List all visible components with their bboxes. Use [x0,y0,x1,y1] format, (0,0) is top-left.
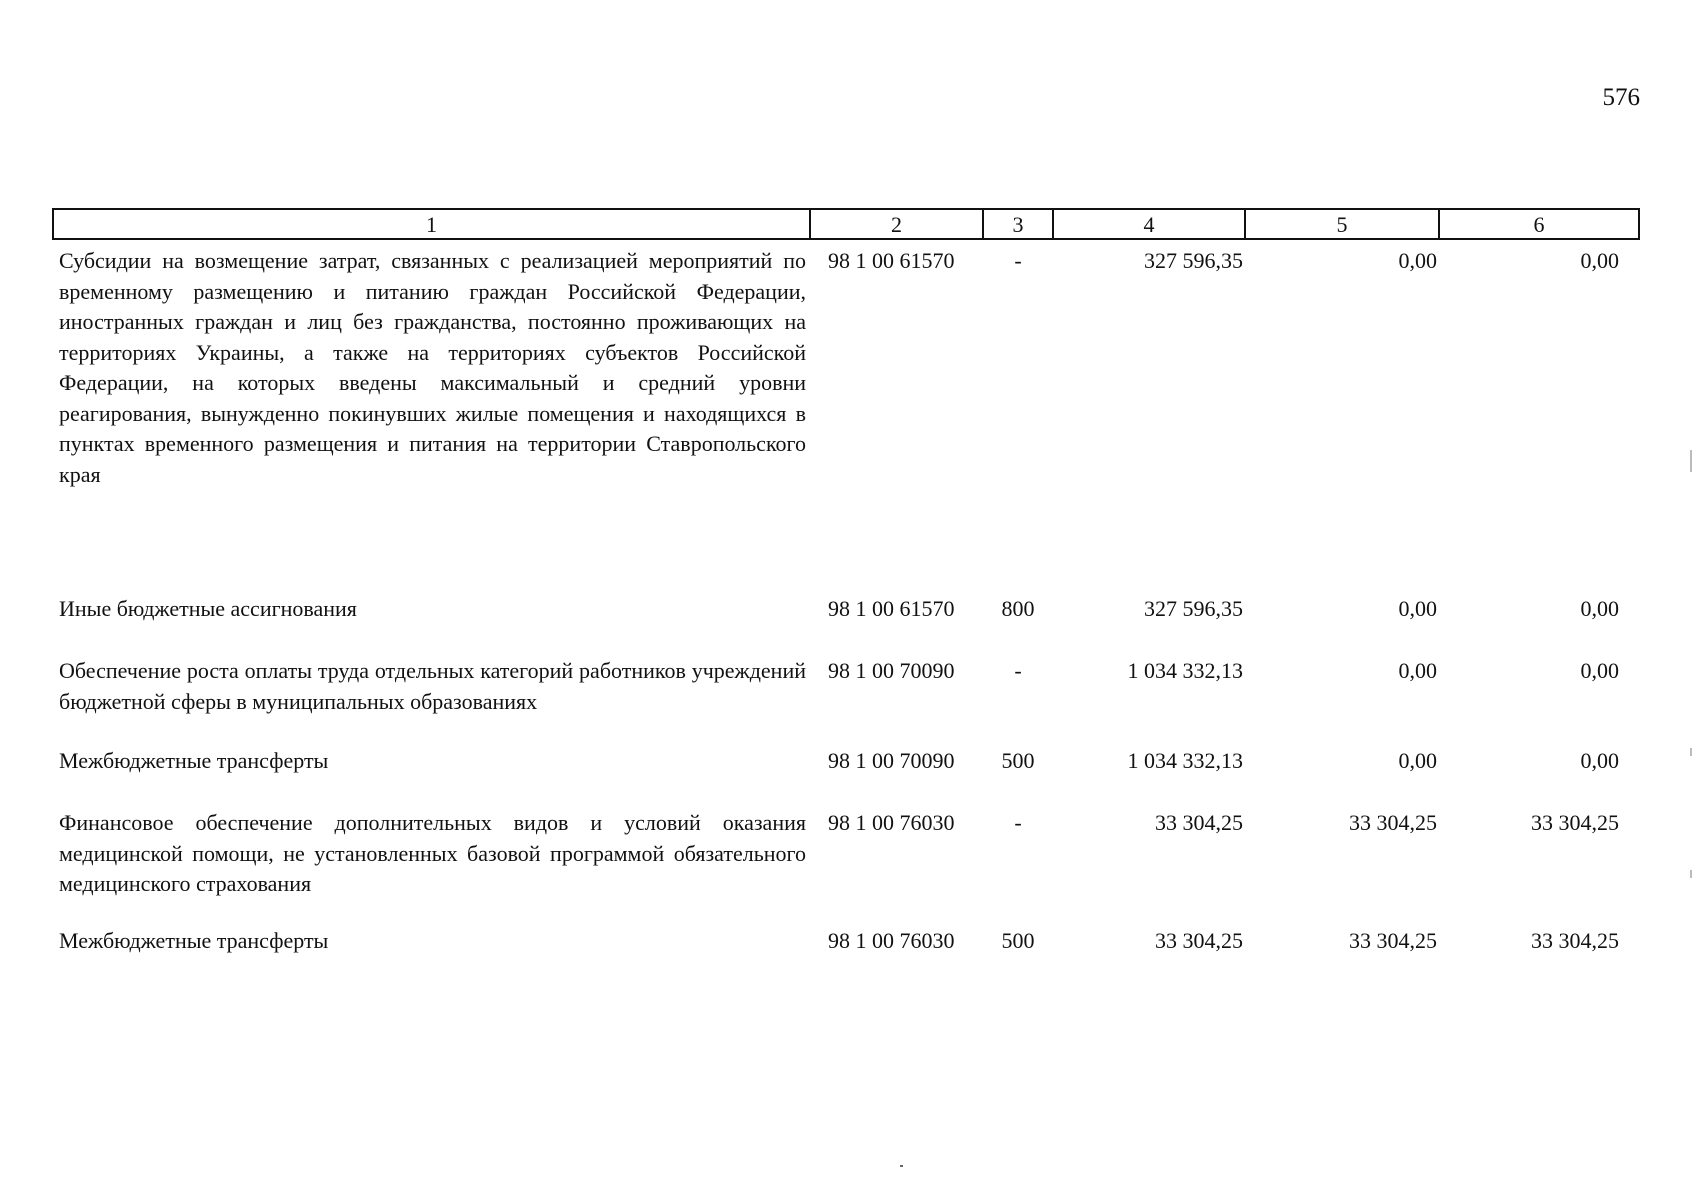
row-value-5: 0,00 [1398,596,1437,621]
row-value-6: 33 304,25 [1531,810,1619,835]
row-value-6: 0,00 [1580,658,1619,683]
row-type: 500 [1001,928,1035,953]
row-value-4: 1 034 332,13 [1127,658,1243,683]
table-header [53,209,1639,239]
row-name: Иные бюджетные ассигнования [59,596,357,621]
row-code: 98 1 00 76030 [828,810,955,835]
row-name: Субсидии на возмещение затрат, связанных с реализацией мероприятий по временному размещению и питанию граждан Российской Федерации, иностранных граждан и лиц без гражданства, постоянно проживающих на территориях Украины, а также на территориях субъектов Российской Федерации, на которых введены максимальный и средний уровни реагирования, вынужденно покинувших жилые помещения и находящихся в пунктах временного размещения и питания на территории Ставропольского края [59,248,806,487]
row-code: 98 1 00 61570 [828,596,955,621]
row-name: Межбюджетные трансферты [59,748,329,773]
row-name: Финансовое обеспечение дополнительных видов и условий оказания медицинской помощи, не установленных базовой программой обязательного медицинского страхования [59,810,806,896]
row-type: - [1014,248,1022,273]
row-name: Обеспечение роста оплаты труда отдельных категорий работников учреждений бюджетной сферы в муниципальных образованиях [59,658,806,714]
row-value-5: 0,00 [1398,748,1437,773]
row-value-6: 0,00 [1580,748,1619,773]
row-value-4: 33 304,25 [1155,810,1243,835]
row-value-5: 33 304,25 [1349,928,1437,953]
row-value-6: 33 304,25 [1531,928,1619,953]
table-row [53,588,1639,650]
row-code: 98 1 00 70090 [828,748,955,773]
row-value-6: 0,00 [1580,248,1619,273]
column-header-6: 6 [1439,209,1639,239]
column-header-2: 2 [810,209,983,239]
row-code: 98 1 00 70090 [828,658,955,683]
row-value-6: 0,00 [1580,596,1619,621]
header-row [53,209,1639,239]
row-value-5: 33 304,25 [1349,810,1437,835]
row-value-4: 327 596,35 [1144,248,1243,273]
page-number: 576 [1602,84,1640,111]
row-value-4: 327 596,35 [1144,596,1243,621]
column-header-4: 4 [1053,209,1245,239]
scan-dot-mark [900,1165,903,1167]
table-row [53,920,1639,966]
row-code: 98 1 00 76030 [828,928,955,953]
budget-table [52,208,1640,966]
row-name: Межбюджетные трансферты [59,928,329,953]
row-type: 500 [1001,748,1035,773]
row-value-4: 33 304,25 [1155,928,1243,953]
table-body [53,239,1639,966]
row-value-4: 1 034 332,13 [1127,748,1243,773]
column-header-1: 1 [53,209,810,239]
row-value-5: 0,00 [1398,248,1437,273]
table-row [53,740,1639,802]
column-header-5: 5 [1245,209,1439,239]
row-type: - [1014,810,1022,835]
row-type: 800 [1001,596,1035,621]
table-row [53,239,1639,588]
row-code: 98 1 00 61570 [828,248,955,273]
row-value-5: 0,00 [1398,658,1437,683]
table-row [53,802,1639,920]
row-type: - [1014,658,1022,683]
table-row [53,650,1639,740]
column-header-3: 3 [983,209,1053,239]
